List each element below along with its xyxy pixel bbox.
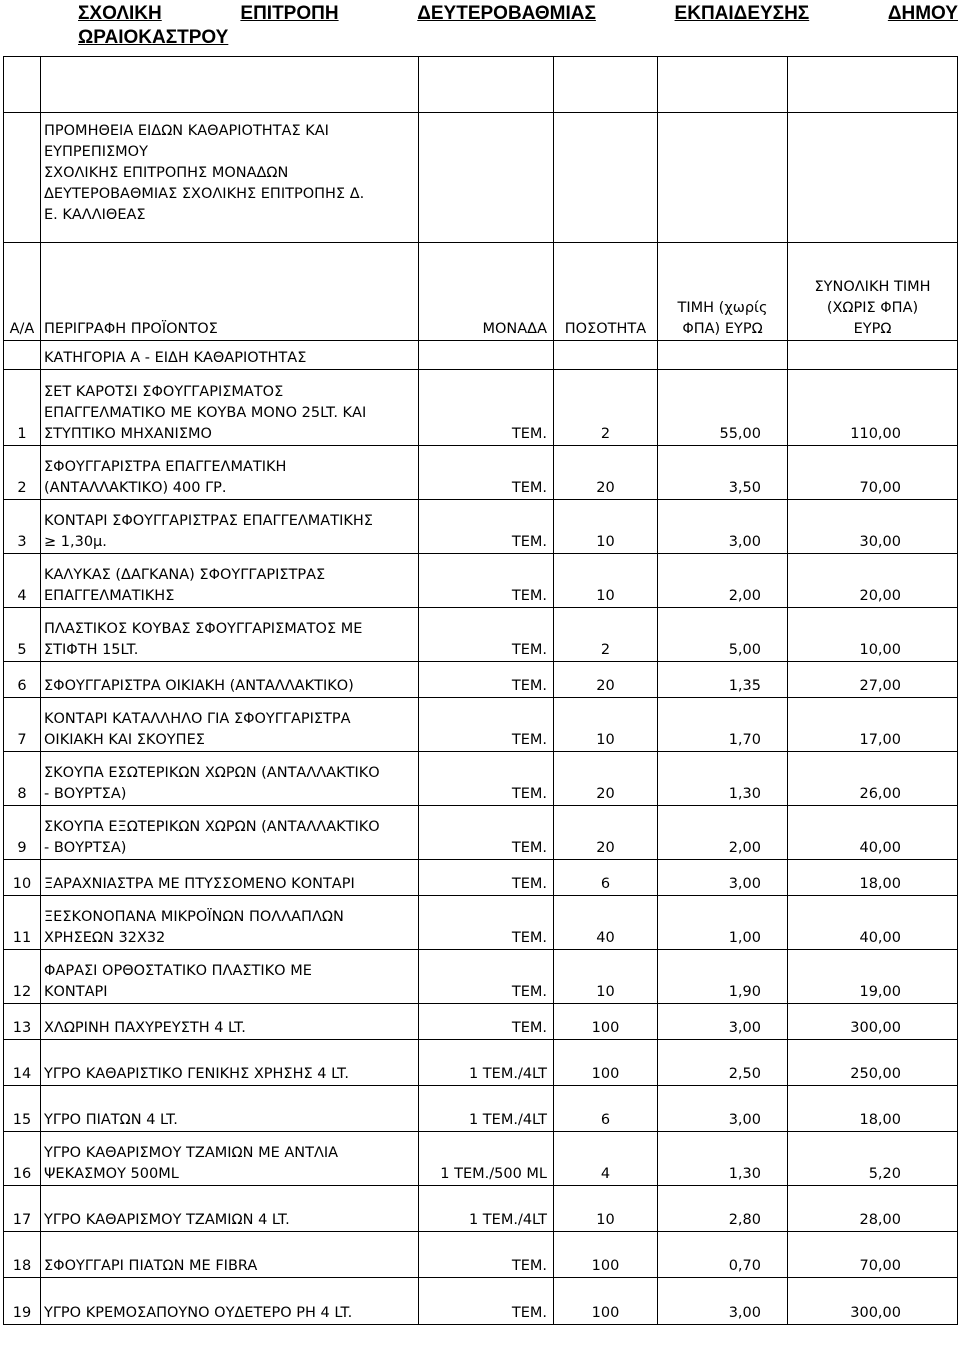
description-line: ΣΦΟΥΓΓΑΡΙ ΠΙΑΤΩΝ ΜΕ FIBRA [44,1258,258,1274]
item-description [41,950,419,1004]
description-line: ΣΦΟΥΓΓΑΡΙΣΤΡΑ ΕΠΑΓΓΕΛΜΑΤΙΚΗ [44,459,287,475]
header-word: ΔΗΜΟΥ [887,3,958,24]
item-quantity: 10 [554,950,658,1004]
col-header-price-line: ΦΠΑ) ΕΥΡΩ [682,321,763,337]
item-number: 14 [4,1040,41,1086]
description-line: ΥΓΡΟ ΚΑΘΑΡΙΣΜΟΥ ΤΖΑΜΙΩΝ ΜΕ ΑΝΤΛΙΑ [44,1145,339,1161]
item-unit: ΤΕΜ. [419,608,554,662]
title-line: ΔΕΥΤΕΡΟΒΑΘΜΙΑΣ ΣΧΟΛΙΚΗΣ ΕΠΙΤΡΟΠΗΣ Δ. [44,186,365,202]
description-line: ≥ 1,30μ. [44,534,107,550]
item-unit: ΤΕΜ. [419,500,554,554]
item-number: 6 [4,662,41,698]
item-total: 300,00 [788,1278,958,1325]
description-line: ΧΡΗΣΕΩΝ 32Χ32 [44,930,166,946]
item-total: 28,00 [788,1186,958,1232]
document-title [41,113,419,243]
item-number: 12 [4,950,41,1004]
item-total: 10,00 [788,608,958,662]
item-price: 3,50 [658,446,788,500]
table-row [4,1004,958,1040]
table-row [4,698,958,752]
description-line: ΕΠΑΓΓΕΛΜΑΤΙΚΗΣ [44,588,175,604]
item-quantity: 10 [554,554,658,608]
item-number: 11 [4,896,41,950]
item-number: 13 [4,1004,41,1040]
item-unit: 1 ΤΕΜ./500 ML [419,1132,554,1186]
table-row [4,806,958,860]
item-number: 10 [4,860,41,896]
item-total: 250,00 [788,1040,958,1086]
item-price: 3,00 [658,1086,788,1132]
item-quantity: 10 [554,1186,658,1232]
item-unit: ΤΕΜ. [419,446,554,500]
item-total: 300,00 [788,1004,958,1040]
description-line: ΣΤΙΦΤΗ 15LT. [44,642,139,658]
description-line: ΣΤΥΠΤΙΚΟ ΜΗΧΑΝΙΣΜΟ [44,426,212,442]
header-line-2: ΩΡΑΙΟΚΑΣΤΡΟΥ [78,27,229,48]
description-line: ΞΕΣΚΟΝΟΠΑΝΑ ΜΙΚΡΟΪΝΩΝ ΠΟΛΛΑΠΛΩΝ [44,909,344,925]
item-description [41,806,419,860]
item-quantity: 2 [554,608,658,662]
description-line: ΣΚΟΥΠΑ ΕΞΩΤΕΡΙΚΩΝ ΧΩΡΩΝ (ΑΝΤΑΛΛΑΚΤΙΚΟ [44,819,380,835]
table-row [4,1186,958,1232]
item-description [41,1186,419,1232]
table-row [4,1232,958,1278]
table-row [4,370,958,446]
item-quantity: 6 [554,1086,658,1132]
item-price: 3,00 [658,860,788,896]
table-row [4,1086,958,1132]
item-description [41,446,419,500]
item-total: 110,00 [788,370,958,446]
table-row [4,950,958,1004]
item-description [41,1040,419,1086]
item-number: 7 [4,698,41,752]
table-row [4,662,958,698]
item-total: 40,00 [788,896,958,950]
item-quantity: 20 [554,806,658,860]
item-number: 18 [4,1232,41,1278]
col-header-total-line: ΕΥΡΩ [853,321,892,337]
item-number: 16 [4,1132,41,1186]
page-header [78,2,958,50]
item-number: 3 [4,500,41,554]
item-description [41,860,419,896]
item-description [41,1278,419,1325]
title-line: ΠΡΟΜΗΘΕΙΑ ΕΙΔΩΝ ΚΑΘΑΡΙΟΤΗΤΑΣ ΚΑΙ [44,123,329,139]
description-line: ΧΛΩΡΙΝΗ ΠΑΧΥΡΕΥΣΤΗ 4 LT. [44,1020,246,1036]
item-quantity: 100 [554,1278,658,1325]
description-line: ΚΟΝΤΑΡΙ ΣΦΟΥΓΓΑΡΙΣΤΡΑΣ ΕΠΑΓΓΕΛΜΑΤΙΚΗΣ [44,513,373,529]
item-number: 1 [4,370,41,446]
table-row [4,1278,958,1325]
header-word: ΔΕΥΤΕΡΟΒΑΘΜΙΑΣ [417,3,596,24]
category-row [4,341,958,370]
description-line: ΟΙΚΙΑΚΗ ΚΑΙ ΣΚΟΥΠΕΣ [44,732,205,748]
item-quantity: 10 [554,500,658,554]
item-number: 8 [4,752,41,806]
item-unit: ΤΕΜ. [419,896,554,950]
item-price: 2,80 [658,1186,788,1232]
item-total: 70,00 [788,1232,958,1278]
item-price: 2,00 [658,554,788,608]
col-header-price-line: ΤΙΜΗ (χωρίς [677,300,768,316]
item-unit: ΤΕΜ. [419,1232,554,1278]
title-line: Ε. ΚΑΛΛΙΘΕΑΣ [44,207,146,223]
description-line: ΚΑΛΥΚΑΣ (ΔΑΓΚΑΝΑ) ΣΦΟΥΓΓΑΡΙΣΤΡΑΣ [44,567,326,583]
item-unit: 1 ΤΕΜ./4LT [419,1186,554,1232]
item-total: 26,00 [788,752,958,806]
description-line: ΣΦΟΥΓΓΑΡΙΣΤΡΑ ΟΙΚΙΑΚΗ (ΑΝΤΑΛΛΑΚΤΙΚΟ) [44,678,354,694]
description-line: ΣΚΟΥΠΑ ΕΣΩΤΕΡΙΚΩΝ ΧΩΡΩΝ (ΑΝΤΑΛΛΑΚΤΙΚΟ [44,765,380,781]
col-header-unit: ΜΟΝΑΔΑ [419,243,554,341]
item-price: 2,50 [658,1040,788,1086]
description-line: ΥΓΡΟ ΚΡΕΜΟΣΑΠΟΥΝΟ ΟΥΔΕΤΕΡΟ PH 4 LT. [44,1305,353,1321]
item-total: 5,20 [788,1132,958,1186]
item-unit: 1 ΤΕΜ./4LT [419,1040,554,1086]
item-quantity: 100 [554,1040,658,1086]
item-total: 19,00 [788,950,958,1004]
item-number: 19 [4,1278,41,1325]
item-description [41,500,419,554]
table-row [4,896,958,950]
table-row [4,500,958,554]
item-unit: ΤΕΜ. [419,752,554,806]
item-quantity: 100 [554,1004,658,1040]
title-line: ΕΥΠΡΕΠΙΣΜΟΥ [44,144,148,160]
products-table-body [4,57,958,1325]
item-unit: 1 ΤΕΜ./4LT [419,1086,554,1132]
item-unit: ΤΕΜ. [419,806,554,860]
item-unit: ΤΕΜ. [419,1278,554,1325]
item-quantity: 6 [554,860,658,896]
item-total: 27,00 [788,662,958,698]
item-description [41,698,419,752]
item-number: 4 [4,554,41,608]
item-unit: ΤΕΜ. [419,370,554,446]
item-description [41,608,419,662]
item-number: 2 [4,446,41,500]
col-header-total [788,243,958,341]
item-price: 55,00 [658,370,788,446]
description-line: ΥΓΡΟ ΠΙΑΤΩΝ 4 LT. [44,1112,178,1128]
title-row [4,113,958,243]
item-quantity: 10 [554,698,658,752]
table-row [4,446,958,500]
description-line: - ΒΟΥΡΤΣΑ) [44,840,127,856]
header-word: ΣΧΟΛΙΚΗ [78,3,162,24]
item-total: 18,00 [788,860,958,896]
item-unit: ΤΕΜ. [419,950,554,1004]
item-quantity: 20 [554,446,658,500]
item-unit: ΤΕΜ. [419,860,554,896]
item-description [41,1232,419,1278]
item-price: 1,30 [658,752,788,806]
description-line: ΥΓΡΟ ΚΑΘΑΡΙΣΤΙΚΟ ΓΕΝΙΚΗΣ ΧΡΗΣΗΣ 4 LT. [44,1066,349,1082]
col-header-price [658,243,788,341]
item-quantity: 20 [554,752,658,806]
item-price: 3,00 [658,500,788,554]
table-row [4,554,958,608]
table-row [4,1132,958,1186]
item-quantity: 2 [554,370,658,446]
item-total: 17,00 [788,698,958,752]
item-price: 1,90 [658,950,788,1004]
column-header-row [4,243,958,341]
item-description [41,896,419,950]
item-quantity: 20 [554,662,658,698]
item-price: 1,35 [658,662,788,698]
header-line-1 [78,2,958,26]
table-row [4,608,958,662]
item-total: 20,00 [788,554,958,608]
item-number: 5 [4,608,41,662]
description-line: (ΑΝΤΑΛΛΑΚΤΙΚΟ) 400 ΓΡ. [44,480,227,496]
item-description [41,1004,419,1040]
item-description [41,1086,419,1132]
header-word: ΕΠΙΤΡΟΠΗ [240,3,339,24]
item-unit: ΤΕΜ. [419,698,554,752]
item-total: 70,00 [788,446,958,500]
description-line: ΦΑΡΑΣΙ ΟΡΘΟΣΤΑΤΙΚΟ ΠΛΑΣΤΙΚΟ ΜΕ [44,963,312,979]
col-header-total-line: (ΧΩΡΙΣ ΦΠΑ) [826,300,919,316]
item-number: 17 [4,1186,41,1232]
table-row [4,860,958,896]
table-row [4,1040,958,1086]
products-table [3,56,958,1325]
blank-row [4,57,958,113]
item-total: 40,00 [788,806,958,860]
item-price: 2,00 [658,806,788,860]
item-description [41,370,419,446]
description-line: ΣΕΤ ΚΑΡΟΤΣΙ ΣΦΟΥΓΓΑΡΙΣΜΑΤΟΣ [44,384,284,400]
item-price: 1,30 [658,1132,788,1186]
item-total: 18,00 [788,1086,958,1132]
col-header-no: Α/Α [4,243,41,341]
category-label: ΚΑΤΗΓΟΡΙΑ Α - ΕΙΔΗ ΚΑΘΑΡΙΟΤΗΤΑΣ [41,341,419,370]
item-price: 1,70 [658,698,788,752]
item-price: 3,00 [658,1004,788,1040]
description-line: ΥΓΡΟ ΚΑΘΑΡΙΣΜΟΥ ΤΖΑΜΙΩΝ 4 LT. [44,1212,290,1228]
col-header-quantity: ΠΟΣΟΤΗΤΑ [554,243,658,341]
item-unit: ΤΕΜ. [419,554,554,608]
item-number: 15 [4,1086,41,1132]
item-quantity: 100 [554,1232,658,1278]
header-word: ΕΚΠΑΙΔΕΥΣΗΣ [674,3,810,24]
table-row [4,752,958,806]
item-description [41,662,419,698]
item-price: 0,70 [658,1232,788,1278]
item-description [41,1132,419,1186]
item-number: 9 [4,806,41,860]
description-line: ΕΠΑΓΓΕΛΜΑΤΙΚΟ ΜΕ ΚΟΥΒΑ ΜΟΝΟ 25LT. ΚΑΙ [44,405,367,421]
description-line: - ΒΟΥΡΤΣΑ) [44,786,127,802]
description-line: ΠΛΑΣΤΙΚΟΣ ΚΟΥΒΑΣ ΣΦΟΥΓΓΑΡΙΣΜΑΤΟΣ ΜΕ [44,621,363,637]
item-price: 1,00 [658,896,788,950]
item-unit: ΤΕΜ. [419,1004,554,1040]
description-line: ΚΟΝΤΑΡΙ [44,984,108,1000]
item-unit: ΤΕΜ. [419,662,554,698]
item-price: 5,00 [658,608,788,662]
item-quantity: 40 [554,896,658,950]
description-line: ΚΟΝΤΑΡΙ ΚΑΤΑΛΛΗΛΟ ΓΙΑ ΣΦΟΥΓΓΑΡΙΣΤΡΑ [44,711,351,727]
title-line: ΣΧΟΛΙΚΗΣ ΕΠΙΤΡΟΠΗΣ ΜΟΝΑΔΩΝ [44,165,289,181]
col-header-description: ΠΕΡΙΓΡΑΦΗ ΠΡΟΪΟΝΤΟΣ [41,243,419,341]
item-description [41,752,419,806]
item-total: 30,00 [788,500,958,554]
item-description [41,554,419,608]
description-line: ΞΑΡΑΧΝΙΑΣΤΡΑ ΜΕ ΠΤΥΣΣΟΜΕΝΟ ΚΟΝΤΑΡΙ [44,876,355,892]
description-line: ΨΕΚΑΣΜΟΥ 500ML [44,1166,179,1182]
item-price: 3,00 [658,1278,788,1325]
item-quantity: 4 [554,1132,658,1186]
col-header-total-line: ΣΥΝΟΛΙΚΗ ΤΙΜΗ [814,279,931,295]
